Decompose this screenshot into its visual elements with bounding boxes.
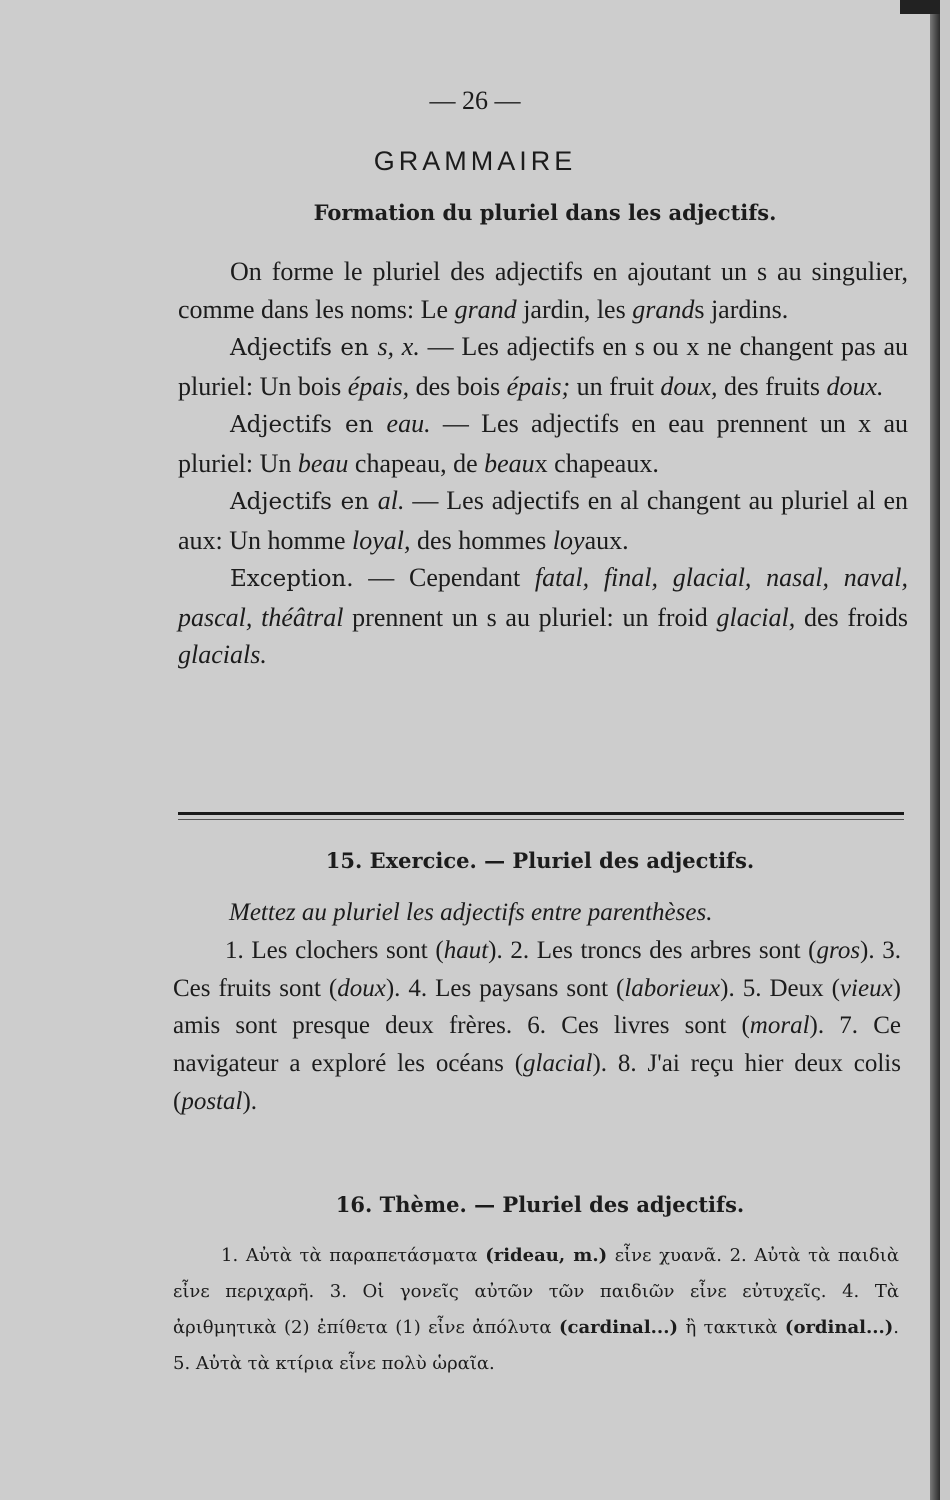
- page-number: — 26 —: [429, 86, 521, 115]
- exercise-text: [173, 894, 901, 1121]
- exception-paragraph: Exception. — Cependant fatal, final, glacial, nasal, naval, pascal, théâtral prennent un s au pluriel: un froid glacial, des froids glacials.: [178, 563, 908, 669]
- exercise-instruction: Mettez au pluriel les adjectifs entre parenthèses.: [229, 899, 713, 926]
- rule-paragraph: On forme le pluriel des adjectifs en ajoutant un s au singulier, comme dans les noms: Le grand jardin, les grands jardins.: [178, 257, 908, 324]
- al-paragraph: Adjectifs en al. — Les adjectifs en al changent au pluriel al en aux: Un homme loyal, des hommes loyaux.: [178, 486, 908, 555]
- sx-paragraph: Adjectifs en s, x. — Les adjectifs en s ou x ne changent pas au pluriel: Un bois épais, des bois épais; un fruit doux, des fruits doux.: [178, 332, 908, 401]
- book-spine-corner: [900, 0, 940, 14]
- theme-paragraph: 1. Αὐτὰ τὰ παραπετάσματα (rideau, m.) εἶνε χυανᾶ. 2. Αὐτὰ τὰ παιδιὰ εἶνε περιχαρῆ. 3. Οἱ γονεῖς αὐτῶν τῶν παιδιῶν εἶνε εὐτυχεῖς. 4. Τὰ ἀριθμητικὰ (2) ἐπίθετα (1) εἶνε ἀπόλυτα (cardinal...) ἢ τακτικὰ (ordinal...). 5. Αὐτὰ τὰ κτίρια εἶνε πολὺ ὡραῖα.: [173, 1245, 899, 1374]
- section-subtitle: Formation du pluriel dans les adjectifs.: [313, 200, 777, 225]
- theme-heading: 16. Thème. — Pluriel des adjectifs.: [335, 1192, 745, 1217]
- eau-paragraph: Adjectifs en eau. — Les adjectifs en eau prennent un x au pluriel: Un beau chapeau, de beaux chapeaux.: [178, 409, 909, 478]
- exercise-heading: 15. Exercice. — Pluriel des adjectifs.: [325, 848, 755, 873]
- theme-text: [173, 1238, 899, 1382]
- section-divider: [178, 812, 904, 820]
- book-spine-shadow: [930, 0, 940, 1500]
- page-title: GRAMMAIRE: [373, 146, 577, 176]
- grammar-text: [178, 253, 908, 674]
- exercise-sentences: 1. Les clochers sont (haut). 2. Les troncs des arbres sont (gros). 3. Ces fruits sont (doux). 4. Les paysans sont (laborieux). 5. Deux (vieux) amis sont presque deux frères. 6. Ces livres sont (moral). 7. Ce navigateur a exploré les océans (glacial). 8. J'ai reçu hier deux colis (postal).: [173, 936, 902, 1115]
